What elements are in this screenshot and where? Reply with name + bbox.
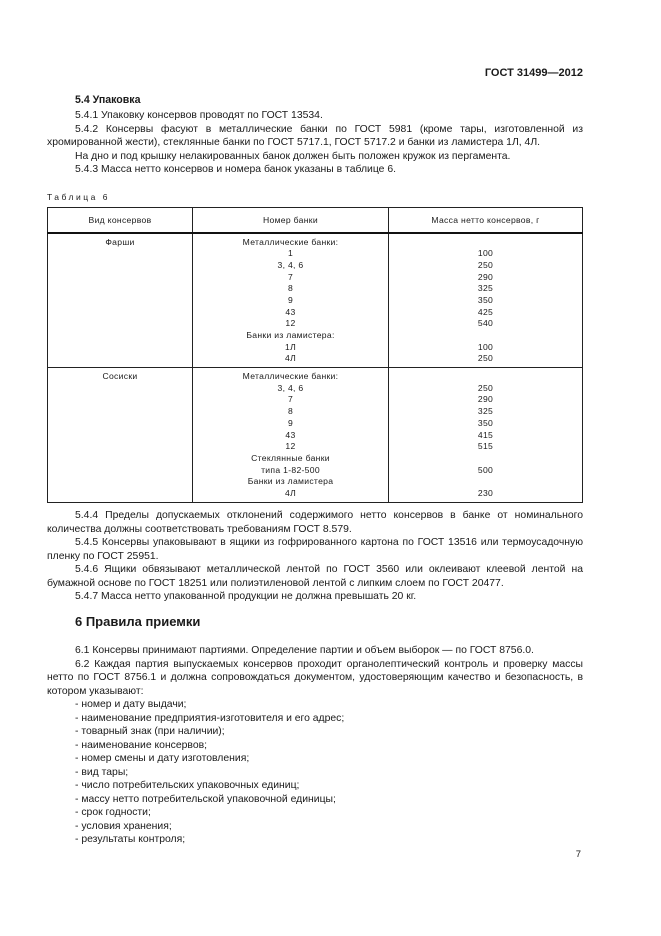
data-table bbox=[47, 207, 583, 503]
bank-number: 8 bbox=[287, 283, 294, 294]
bullet-list bbox=[47, 698, 583, 847]
bank-number: 7 bbox=[287, 394, 294, 405]
net-mass: 415 bbox=[477, 429, 494, 440]
paragraph: 5.4.2 Консервы фасуют в металлические банки по ГОСТ 5981 (кроме тары, изготовленной из хромированной жести), стеклянные банки по ГОСТ 5717.1, ГОСТ 5717.2 и банки из ламистера 1Л, 4Л. bbox=[47, 123, 583, 148]
net-mass: 100 bbox=[477, 341, 494, 352]
list-item: - номер смены и дату изготовления; bbox=[75, 753, 250, 764]
paragraph: 5.4.1 Упаковку консервов проводят по ГОСТ 13534. bbox=[75, 110, 323, 121]
paragraph: На дно и под крышку нелакированных банок должен быть положен кружок из пергамента. bbox=[75, 150, 511, 162]
list-item: - результаты контроля; bbox=[75, 834, 186, 845]
paragraph: 6.1 Консервы принимают партиями. Определение партии и объем выборок — по ГОСТ 8756.0. bbox=[75, 645, 534, 656]
page-number: 7 bbox=[575, 849, 581, 860]
section-heading: 5.4 Упаковка bbox=[75, 94, 141, 106]
bank-number: 43 bbox=[285, 306, 296, 317]
net-mass bbox=[389, 476, 582, 488]
bank-number: 8 bbox=[287, 406, 294, 417]
net-mass: 250 bbox=[477, 259, 494, 270]
net-mass: 540 bbox=[477, 318, 494, 329]
text-block-54 bbox=[47, 109, 583, 177]
bank-number: Банки из ламистера bbox=[247, 476, 334, 487]
bank-number: 3, 4, 6 bbox=[277, 259, 304, 270]
list-item: - вид тары; bbox=[75, 766, 129, 778]
bank-number: Металлические банки: bbox=[242, 236, 339, 247]
column-header: Масса нетто консервов, г bbox=[389, 208, 583, 233]
net-mass: 425 bbox=[477, 306, 494, 317]
list-item: - наименование предприятия-изготовителя и его адрес; bbox=[75, 712, 345, 724]
bank-number: 43 bbox=[285, 429, 296, 440]
net-mass: 350 bbox=[477, 294, 494, 305]
net-mass: 250 bbox=[477, 382, 494, 393]
list-item: - срок годности; bbox=[75, 807, 151, 818]
list-item: - товарный знак (при наличии); bbox=[75, 726, 225, 737]
bank-number: 9 bbox=[287, 294, 294, 305]
bank-number: Банки из ламистера: bbox=[246, 330, 335, 340]
cell-type bbox=[48, 368, 193, 503]
bank-number: 9 bbox=[287, 417, 294, 428]
net-mass: 290 bbox=[477, 394, 494, 405]
net-mass: 325 bbox=[477, 283, 494, 294]
paragraph: 5.4.6 Ящики обвязывают металлической лентой по ГОСТ 3560 или оклеивают клеевой лентой на бумажной основе по ГОСТ 18251 или полиэтиленовой лентой с липким слоем по ГОСТ 20477. bbox=[47, 564, 583, 589]
net-mass: 500 bbox=[477, 464, 494, 475]
net-mass: 290 bbox=[477, 271, 494, 282]
net-mass bbox=[389, 237, 582, 249]
bank-number: Металлические банки: bbox=[242, 371, 339, 382]
paragraph: 5.4.3 Масса нетто консервов и номера банок указаны в таблице 6. bbox=[75, 164, 396, 175]
net-mass: 100 bbox=[477, 248, 494, 259]
bank-number: 12 bbox=[285, 318, 296, 329]
bank-number: 12 bbox=[285, 441, 296, 452]
paragraph: 5.4.4 Пределы допускаемых отклонений содержимого нетто консервов в банке от номинального количества должны соответствовать требованиям ГОСТ 8.579. bbox=[47, 510, 583, 535]
list-item: - номер и дату выдачи; bbox=[75, 699, 187, 710]
bank-number: 4Л bbox=[284, 487, 297, 498]
bank-number: 1 bbox=[287, 248, 294, 259]
text-block-6 bbox=[47, 644, 583, 847]
bank-number: 1Л bbox=[284, 341, 297, 352]
table-caption: Таблица 6 bbox=[47, 192, 110, 202]
paragraph: 5.4.5 Консервы упаковывают в ящики из гофрированного картона по ГОСТ 13516 или термоусадочную пленку по ГОСТ 25951. bbox=[47, 537, 583, 562]
net-mass: 325 bbox=[477, 406, 494, 417]
net-mass bbox=[389, 330, 582, 342]
type-label: Сосиски bbox=[102, 371, 138, 382]
document-header: ГОСТ 31499—2012 bbox=[484, 67, 583, 79]
type-label: Фарши bbox=[105, 236, 135, 247]
cell-type bbox=[48, 233, 193, 368]
cell-bank bbox=[193, 233, 389, 368]
net-mass bbox=[389, 453, 582, 465]
bank-number: Стеклянные банки bbox=[251, 452, 330, 463]
list-item: - число потребительских упаковочных единиц; bbox=[75, 780, 300, 791]
table-row bbox=[48, 233, 583, 368]
list-item: - наименование консервов; bbox=[75, 739, 208, 751]
bank-number: 7 bbox=[287, 271, 294, 282]
net-mass: 250 bbox=[477, 353, 494, 364]
paragraph: 5.4.7 Масса нетто упакованной продукции не должна превышать 20 кг. bbox=[75, 591, 417, 602]
cell-bank bbox=[193, 368, 389, 503]
net-mass: 515 bbox=[477, 441, 494, 452]
cell-mass bbox=[389, 368, 583, 503]
text-block-54-cont bbox=[47, 509, 583, 604]
bank-number: 3, 4, 6 bbox=[277, 382, 304, 393]
list-item: - массу нетто потребительской упаковочной единицы; bbox=[75, 793, 336, 805]
table-row bbox=[48, 368, 583, 503]
net-mass: 350 bbox=[477, 417, 494, 428]
column-header: Номер банки bbox=[193, 208, 389, 233]
net-mass: 230 bbox=[477, 487, 494, 498]
bank-number: 4Л bbox=[284, 353, 297, 364]
net-mass bbox=[389, 371, 582, 383]
list-item: - условия хранения; bbox=[75, 820, 172, 832]
column-header: Вид консервов bbox=[48, 208, 193, 233]
cell-mass bbox=[389, 233, 583, 368]
section-heading: 6 Правила приемки bbox=[75, 614, 201, 629]
bank-number: типа 1-82-500 bbox=[261, 464, 320, 475]
paragraph: 6.2 Каждая партия выпускаемых консервов проходит органолептический контроль и проверку массы нетто по ГОСТ 8756.1 и должна сопровождаться документом, удостоверяющим качество и безопасность, в котором указывают: bbox=[47, 658, 583, 697]
